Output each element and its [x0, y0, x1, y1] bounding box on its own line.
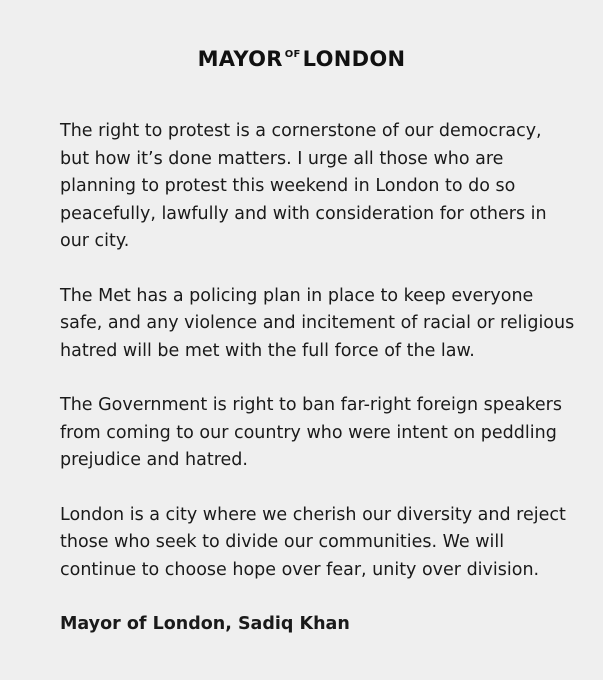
paragraph-1: [60, 118, 560, 256]
text-line: but how it’s done matters. I urge all those who are: [60, 148, 504, 169]
text-line: safe, and any violence and incitement of racial or religious: [60, 313, 575, 333]
statement-body: [60, 118, 575, 639]
text-line: The right to protest is a cornerstone of our democracy,: [60, 121, 542, 141]
logo-london: LONDON: [302, 47, 406, 71]
text-line: peacefully, lawfully and with consideration for others in: [60, 203, 547, 224]
text-line: hatred will be met with the full force of the law.: [60, 340, 475, 361]
text-line: London is a city where we cherish our diversity and reject: [60, 504, 566, 525]
text-line: continue to choose hope over fear, unity over division.: [60, 559, 540, 580]
paragraph-3: [60, 392, 560, 475]
text-line: from coming to our country who were intent on peddling: [60, 422, 557, 443]
paragraph-4: [60, 502, 566, 585]
text-line: prejudice and hatred.: [60, 450, 248, 470]
text-line: our city.: [60, 231, 130, 251]
signature: Mayor of London, Sadiq Khan: [60, 614, 350, 634]
text-line: those who seek to divide our communities. We will: [60, 532, 505, 552]
mayor-of-london-logo: [0, 47, 603, 71]
text-line: planning to protest this weekend in London to do so: [60, 176, 516, 196]
logo-mayor: MAYOR: [197, 47, 283, 71]
paragraph-2: [60, 283, 575, 366]
logo-of: OF: [284, 49, 301, 60]
text-line: The Met has a policing plan in place to keep everyone: [60, 285, 534, 306]
text-line: The Government is right to ban far-right foreign speakers: [60, 395, 562, 415]
